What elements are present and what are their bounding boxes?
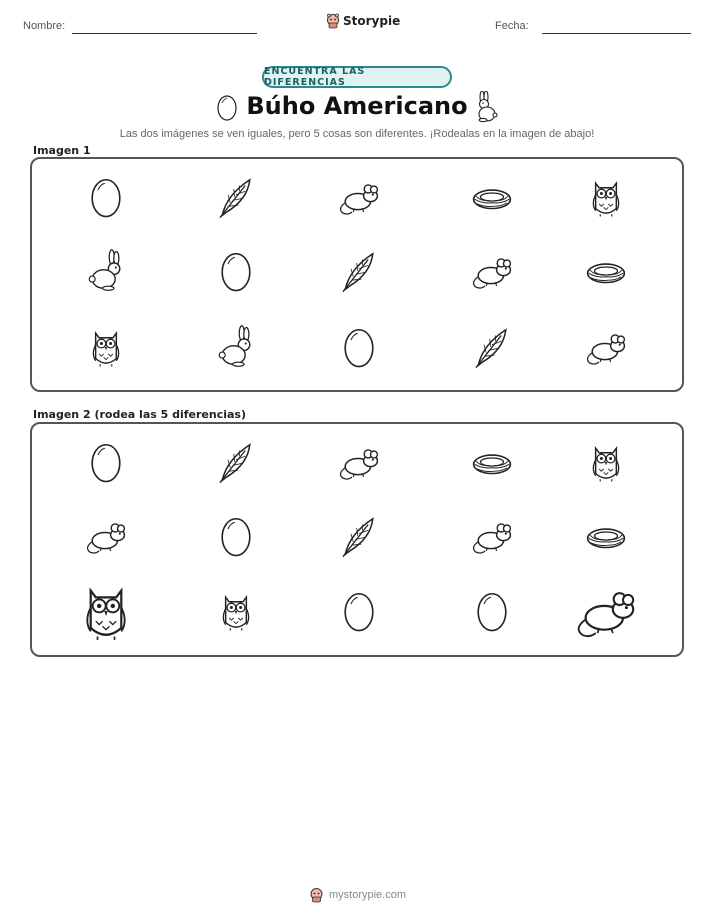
date-field[interactable] bbox=[542, 33, 691, 34]
image-1-feather-icon bbox=[469, 324, 515, 370]
footer bbox=[309, 887, 406, 903]
activity-badge: ENCUENTRA LAS DIFERENCIAS bbox=[262, 66, 452, 88]
page-title: Búho Americano bbox=[246, 92, 468, 120]
image-2-owl-icon[interactable] bbox=[213, 588, 259, 634]
image-1-rabbit-icon bbox=[213, 324, 259, 370]
image-2-egg-icon[interactable] bbox=[83, 439, 129, 485]
image-1-feather-icon bbox=[336, 248, 382, 294]
image-1-mouse-icon bbox=[469, 248, 515, 294]
image-2-egg-icon[interactable] bbox=[213, 513, 259, 559]
image-2-nest-icon[interactable] bbox=[583, 513, 629, 559]
name-label: Nombre: bbox=[23, 20, 66, 32]
brand-logo bbox=[326, 13, 400, 29]
storypie-mascot-icon bbox=[309, 887, 324, 903]
image-2-egg-icon[interactable] bbox=[336, 588, 382, 634]
image-1-owl-icon bbox=[83, 324, 129, 370]
image-2-owl-icon[interactable] bbox=[72, 577, 140, 645]
image-2-mouse-icon[interactable] bbox=[469, 513, 515, 559]
image-2-label: Imagen 2 (rodea las 5 diferencias) bbox=[33, 408, 247, 421]
image-1-egg-icon bbox=[336, 324, 382, 370]
image-2-egg-icon[interactable] bbox=[469, 588, 515, 634]
image-1-feather-icon bbox=[213, 174, 259, 220]
image-1-nest-icon bbox=[583, 248, 629, 294]
image-1-egg-icon bbox=[213, 248, 259, 294]
image-2-mouse-icon[interactable] bbox=[572, 577, 640, 645]
image-2-feather-icon[interactable] bbox=[336, 513, 382, 559]
image-2-mouse-icon[interactable] bbox=[83, 513, 129, 559]
instructions: Las dos imágenes se ven iguales, pero 5 cosas son diferentes. ¡Rodealas en la imagen de abajo! bbox=[119, 128, 595, 140]
image-2-mouse-icon[interactable] bbox=[336, 439, 382, 485]
image-1-rabbit-icon bbox=[83, 248, 129, 294]
brand-name: Storypie bbox=[343, 14, 401, 28]
storypie-mascot-icon bbox=[326, 13, 340, 29]
image-2-owl-icon[interactable] bbox=[583, 439, 629, 485]
image-1-mouse-icon bbox=[583, 324, 629, 370]
image-1-egg-icon bbox=[83, 174, 129, 220]
rabbit-icon bbox=[473, 91, 499, 123]
image-1-nest-icon bbox=[469, 174, 515, 220]
date-label: Fecha: bbox=[495, 20, 529, 32]
name-field[interactable] bbox=[72, 33, 257, 34]
image-1-owl-icon bbox=[583, 174, 629, 220]
image-1-label: Imagen 1 bbox=[33, 144, 91, 157]
image-2-nest-icon[interactable] bbox=[469, 439, 515, 485]
image-2-feather-icon[interactable] bbox=[213, 439, 259, 485]
footer-url: mystorypie.com bbox=[329, 889, 407, 901]
image-1-mouse-icon bbox=[336, 174, 382, 220]
